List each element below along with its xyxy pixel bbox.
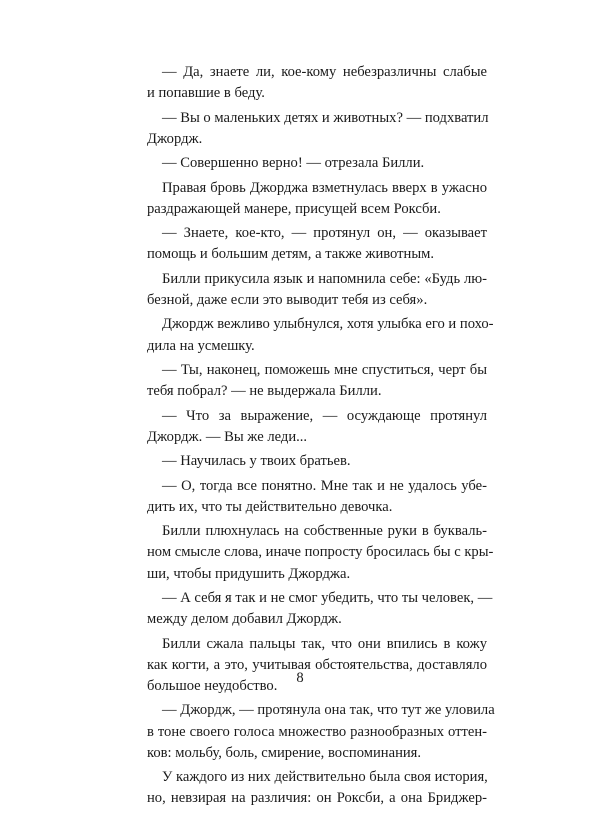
- text-line: — Знаете, кое-кто, — протянул он, — оказывает: [162, 225, 487, 242]
- text-line: дила на усмешку.: [147, 337, 255, 354]
- paragraph: [132, 406, 487, 448]
- text-line: Билли прикусила язык и напомнила себе: «Будь лю-: [162, 270, 487, 287]
- text-line: большое неудобство.: [147, 677, 278, 694]
- paragraph: [132, 451, 487, 472]
- text-line: Джордж. — Вы же леди...: [147, 428, 308, 445]
- paragraph: [132, 476, 487, 518]
- paragraph: [132, 521, 494, 585]
- paragraph: [132, 588, 493, 630]
- text-line: тебя побрал? — не выдержала Билли.: [147, 383, 382, 400]
- text-line: — Совершенно верно! — отрезала Билли.: [162, 155, 425, 172]
- paragraph: [132, 178, 487, 220]
- text-line: — Научилась у твоих братьев.: [162, 453, 351, 470]
- paragraph: [132, 223, 487, 265]
- text-line: — Да, знаете ли, кое-кому небезразличны слабые: [162, 64, 487, 80]
- text-line: помощь и большим детям, а также животным.: [147, 246, 435, 263]
- text-line: Билли сжала пальцы так, что они впились в кожу: [162, 635, 487, 652]
- text-line: — Вы о маленьких детях и животных? — подхватил: [162, 109, 489, 126]
- text-line: ков: мольбу, боль, смирение, воспоминания.: [147, 744, 422, 761]
- text-line: — Ты, наконец, поможешь мне спуститься, черт бы: [162, 361, 487, 378]
- text-line: У каждого из них действительно была своя история,: [162, 769, 488, 786]
- text-line: Джордж.: [147, 130, 203, 147]
- paragraph: [132, 767, 487, 809]
- page-number: 8: [296, 670, 304, 686]
- paragraph: [132, 700, 495, 764]
- text-line: Джордж вежливо улыбнулся, хотя улыбка его и похо-: [162, 316, 494, 333]
- text-line: и попавшие в беду.: [147, 85, 265, 102]
- paragraph: [132, 153, 487, 174]
- paragraph: [132, 634, 487, 698]
- text-line: Правая бровь Джорджа взметнулась вверх в ужасно: [162, 179, 487, 196]
- text-line: между делом добавил Джордж.: [147, 611, 342, 628]
- text-line: но, невзирая на различия: он Роксби, а она Бриджер-: [147, 790, 487, 807]
- paragraph: [132, 62, 487, 104]
- paragraph: [132, 269, 487, 311]
- text-line: ши, чтобы придушить Джорджа.: [147, 565, 351, 582]
- text-line: — О, тогда все понятно. Мне так и не удалось убе-: [162, 477, 487, 494]
- text-line: безной, даже если это выводит тебя из себя».: [147, 291, 428, 308]
- text-line: — Джордж, — протянула она так, что тут же уловила: [162, 702, 495, 719]
- paragraph: [132, 314, 494, 356]
- text-line: как когти, а это, учитывая обстоятельства, доставляло: [147, 656, 487, 673]
- text-line: дить их, что ты действительно девочка.: [147, 498, 393, 515]
- text-line: Билли плюхнулась на собственные руки в букваль-: [162, 523, 487, 540]
- text-line: — Что за выражение, — осуждающе протянул: [162, 407, 487, 424]
- text-line: ном смысле слова, иначе попросту бросилась бы с кры-: [147, 544, 494, 561]
- paragraph: [132, 108, 487, 150]
- text-line: — А себя я так и не смог убедить, что ты человек, —: [162, 589, 493, 606]
- body-text: [132, 62, 495, 813]
- text-line: в тоне своего голоса множество разнообразных оттен-: [147, 723, 487, 740]
- paragraph: [132, 360, 487, 402]
- text-line: раздражающей манере, присущей всем Роксби.: [147, 200, 441, 217]
